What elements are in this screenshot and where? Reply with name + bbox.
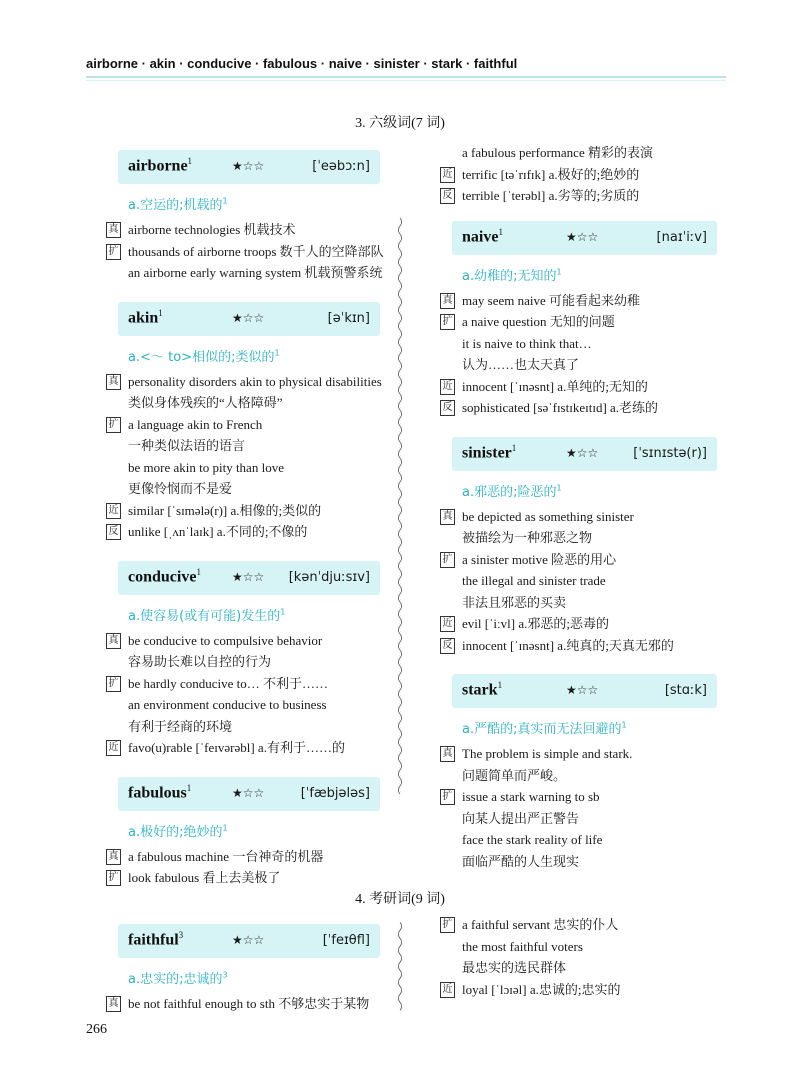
- marker-近-icon: 近: [440, 982, 455, 998]
- entry-line: [452, 957, 717, 979]
- entry-line: [108, 993, 380, 1015]
- line-text: loyal [ˈlɔɪəl] a.忠诚的;忠实的: [462, 981, 621, 997]
- marker-扩-icon: 扩: [106, 244, 121, 260]
- headword-card: [118, 150, 380, 184]
- phonetic: [ˈfeɪθfl]: [322, 933, 370, 948]
- marker-反-icon: 反: [440, 188, 455, 204]
- definition-text: a.严酷的;真实而无法回避的: [462, 722, 622, 737]
- headword-text: akin: [128, 308, 159, 326]
- line-text: the most faithful voters: [462, 938, 583, 954]
- headword-text: stark: [462, 681, 498, 699]
- marker-反-icon: 反: [106, 524, 121, 540]
- entry-line: [118, 435, 380, 457]
- line-text: innocent [ˈɪnəsnt] a.纯真的;天真无邪的: [462, 637, 674, 653]
- entry-line: [108, 371, 382, 393]
- definition-frequency: 1: [556, 483, 562, 493]
- headword-frequency: 1: [498, 226, 503, 237]
- entry-line: [118, 716, 380, 738]
- headword-frequency: 1: [196, 566, 201, 577]
- marker-真-icon: 真: [106, 996, 121, 1012]
- entry-line: [118, 694, 380, 716]
- headword-text: airborne: [128, 157, 188, 175]
- definition: [462, 718, 717, 737]
- headword-text: fabulous: [128, 783, 187, 801]
- definition-text: a.幼稚的;无知的: [462, 268, 557, 284]
- page-number: 266: [86, 1022, 107, 1037]
- headword-card: [118, 302, 380, 336]
- line-text: 容易助长难以自控的行为: [128, 654, 272, 669]
- line-text: The problem is simple and stark.: [462, 746, 633, 761]
- marker-扩-icon: 扩: [106, 870, 121, 886]
- headword-frequency: 1: [187, 156, 193, 166]
- definition-text: a.<～ to>相似的;类似的: [128, 349, 275, 365]
- entry-line: [108, 737, 380, 759]
- header-rule-thin: [86, 80, 726, 81]
- line-text: be conducive to compulsive behavior: [128, 632, 323, 648]
- definition: [128, 605, 380, 624]
- entry-line: [442, 376, 717, 398]
- headword-frequency: 3: [178, 930, 184, 940]
- section-title-2: 4. 考研词(9 词): [355, 892, 445, 907]
- entry-line: [442, 786, 717, 808]
- entry-line: [108, 673, 380, 695]
- entry-line: [118, 262, 383, 284]
- definition-frequency: 1: [274, 348, 280, 358]
- marker-真-icon: 真: [106, 222, 121, 238]
- marker-扩-icon: 扩: [440, 789, 455, 805]
- line-text: favo(u)rable [ˈfeɪvərəbl] a.有利于……的: [128, 740, 345, 755]
- phonetic: [stɑːk]: [664, 683, 707, 698]
- entry-line: [452, 829, 717, 851]
- phonetic: [kənˈdjuːsɪv]: [288, 569, 370, 585]
- rating-stars-icon: ★☆☆: [232, 569, 265, 584]
- entry-line: [118, 457, 380, 479]
- word-entry-faithful: [108, 924, 380, 1015]
- definition-text: a.忠实的;忠诚的: [128, 972, 223, 987]
- line-text: terrible [ˈterəbl] a.劣等的;劣质的: [462, 188, 640, 203]
- headword-card: [452, 437, 717, 471]
- entry-line: [442, 397, 717, 419]
- headword-frequency: 1: [186, 782, 192, 793]
- entry-line: [442, 979, 717, 1001]
- section-title: 3. 六级词(7 词): [355, 116, 445, 131]
- entry-line: [452, 765, 717, 787]
- marker-扩-icon: 扩: [440, 314, 455, 330]
- marker-反-icon: 反: [440, 638, 455, 654]
- entry-line: [108, 521, 380, 543]
- fabulous-continuation: [442, 142, 717, 207]
- marker-真-icon: 真: [440, 509, 455, 525]
- line-text: 面临严酷的人生现实: [462, 853, 580, 869]
- marker-反-icon: 反: [440, 400, 455, 416]
- definition-text: a.使容易(或有可能)发生的: [128, 608, 281, 624]
- line-text: a fabulous performance 精彩的表演: [462, 145, 653, 160]
- headword: [462, 680, 502, 699]
- entry-line: [452, 527, 717, 549]
- line-text: a faithful servant 忠实的仆人: [462, 917, 619, 932]
- line-text: a naive question 无知的问题: [462, 314, 615, 329]
- phonetic: [əˈkɪn]: [327, 310, 370, 326]
- line-text: 更像怜悯而不是爱: [128, 481, 233, 496]
- definition-frequency: 1: [621, 720, 627, 730]
- marker-真-icon: 真: [440, 746, 455, 762]
- line-text: 非法且邪恶的买卖: [462, 594, 567, 610]
- line-text: airborne technologies 机载技术: [128, 222, 296, 237]
- entry-line: [118, 392, 380, 414]
- header-rule: [86, 76, 726, 78]
- phonetic: [ˈsɪnɪstə(r)]: [633, 445, 707, 461]
- headword-text: sinister: [462, 443, 512, 461]
- entry-line: [442, 164, 717, 186]
- phonetic: [naɪˈiːv]: [656, 229, 707, 245]
- definition: [462, 265, 717, 284]
- entry-line: [108, 219, 380, 241]
- definition-text: a.极好的;绝妙的: [128, 824, 223, 840]
- entry-line: [442, 914, 717, 936]
- line-text: evil [ˈiːvl] a.邪恶的;恶毒的: [462, 616, 609, 631]
- faithful-entry: [108, 924, 380, 1033]
- marker-真-icon: 真: [106, 849, 121, 865]
- headword: [462, 227, 503, 246]
- definition-text: a.邪恶的;险恶的: [462, 484, 557, 500]
- entry-line: [442, 635, 717, 657]
- definition-frequency: 1: [556, 267, 562, 277]
- definition: [128, 194, 380, 213]
- column-divider: [396, 146, 404, 866]
- entry-line: [452, 333, 717, 355]
- marker-真-icon: 真: [106, 374, 121, 390]
- entry-line: [442, 185, 717, 207]
- running-header: airborne · akin · conducive · fabulous · naive · sinister · stark · faithful: [86, 56, 518, 71]
- marker-扩-icon: 扩: [440, 552, 455, 568]
- definition-frequency: 1: [280, 607, 286, 617]
- entry-line: [442, 613, 717, 635]
- rating-stars-icon: ★☆☆: [232, 785, 265, 800]
- phonetic: [ˈeəbɔːn]: [312, 159, 370, 174]
- word-entry-stark: [442, 674, 717, 872]
- entry-line: [452, 936, 717, 958]
- line-text: face the stark reality of life: [462, 832, 603, 847]
- definition-frequency: 3: [222, 970, 228, 980]
- word-entry-naive: [442, 221, 717, 419]
- line-text: a language akin to French: [128, 416, 263, 432]
- headword: [128, 930, 183, 949]
- phonetic: [ˈfæbjələs]: [300, 785, 370, 801]
- faithful-continuation: [442, 914, 717, 1000]
- line-text: be hardly conducive to… 不利于……: [128, 675, 329, 691]
- definition: [128, 346, 380, 365]
- headword: [128, 308, 163, 327]
- line-text: sophisticated [səˈfɪstɪkeɪtɪd] a.老练的: [462, 400, 659, 415]
- marker-扩-icon: 扩: [106, 676, 121, 692]
- line-text: terrific [təˈrɪfɪk] a.极好的;绝妙的: [462, 166, 640, 182]
- entry-line: [442, 549, 717, 571]
- headword-frequency: 1: [497, 680, 503, 690]
- entry-line: [108, 500, 380, 522]
- entry-line: [442, 506, 717, 528]
- rating-stars-icon: ★☆☆: [232, 310, 265, 325]
- entry-line: [108, 846, 380, 868]
- rating-stars-icon: ★☆☆: [232, 933, 265, 947]
- line-text: 被描绘为一种邪恶之物: [462, 530, 593, 545]
- marker-近-icon: 近: [106, 740, 121, 756]
- line-text: an airborne early warning system 机载预警系统: [128, 265, 383, 280]
- headword-card: [452, 221, 717, 255]
- marker-扩-icon: 扩: [106, 417, 121, 433]
- word-entry-airborne: [108, 150, 384, 284]
- entry-line: [108, 867, 380, 889]
- word-entry-fabulous: [108, 777, 380, 889]
- line-text: be more akin to pity than love: [128, 459, 284, 475]
- line-text: it is naive to think that…: [462, 335, 592, 351]
- entry-line: [452, 570, 717, 592]
- rating-stars-icon: ★☆☆: [566, 229, 599, 244]
- headword: [128, 783, 191, 802]
- right-column: [442, 142, 717, 890]
- headword: [128, 156, 192, 175]
- definition: [128, 968, 380, 987]
- entry-line: [452, 142, 717, 164]
- entry-line: [452, 851, 717, 873]
- headword-frequency: 1: [158, 307, 163, 318]
- entry-line: [108, 630, 380, 652]
- line-text: look fabulous 看上去美极了: [128, 870, 281, 885]
- definition: [462, 481, 717, 500]
- line-text: 向某人提出严正警告: [462, 810, 580, 826]
- line-text: thousands of airborne troops 数千人的空降部队: [128, 243, 384, 259]
- line-text: 一种类似法语的语言: [128, 438, 246, 453]
- line-text: an environment conducive to business: [128, 697, 327, 712]
- entry-line: [108, 241, 384, 263]
- marker-近-icon: 近: [440, 167, 455, 183]
- line-text: 问题简单而严峻。: [462, 767, 567, 783]
- line-text: be not faithful enough to sth 不够忠实于某物: [128, 996, 370, 1011]
- marker-近-icon: 近: [106, 503, 121, 519]
- definition: [128, 821, 380, 840]
- word-entry-conducive: [108, 561, 380, 759]
- word-entry-sinister: [442, 437, 717, 657]
- column-divider-2: [396, 912, 404, 1014]
- entry-line: [108, 414, 380, 436]
- headword-text: conducive: [128, 567, 197, 585]
- line-text: be depicted as something sinister: [462, 508, 634, 524]
- line-text: may seem naive 可能看起来幼稚: [462, 292, 640, 308]
- line-text: 类似身体残疾的“人格障碍”: [128, 395, 283, 410]
- entry-line: [452, 354, 717, 376]
- entry-line: [452, 808, 717, 830]
- entry-line: [452, 592, 717, 614]
- line-text: innocent [ˈɪnəsnt] a.单纯的;无知的: [462, 378, 648, 394]
- headword-frequency: 1: [511, 442, 517, 453]
- entry-line: [118, 478, 380, 500]
- marker-近-icon: 近: [440, 616, 455, 632]
- line-text: a sinister motive 险恶的用心: [462, 551, 617, 567]
- line-text: similar [ˈsɪmələ(r)] a.相像的;类似的: [128, 502, 322, 518]
- headword-card: [118, 777, 380, 811]
- marker-扩-icon: 扩: [440, 917, 455, 933]
- entry-line: [442, 311, 717, 333]
- headword-text: naive: [462, 227, 499, 245]
- definition-frequency: 1: [222, 196, 228, 206]
- headword-card: [452, 674, 717, 708]
- headword: [128, 567, 201, 586]
- left-column: [108, 150, 384, 889]
- line-text: 认为……也太天真了: [462, 357, 580, 372]
- line-text: 最忠实的选民群体: [462, 960, 567, 975]
- headword-card: [118, 561, 380, 595]
- definition-frequency: 1: [222, 823, 228, 833]
- marker-近-icon: 近: [440, 379, 455, 395]
- headword: [462, 443, 516, 462]
- headword-card: [118, 924, 380, 958]
- line-text: the illegal and sinister trade: [462, 573, 606, 588]
- rating-stars-icon: ★☆☆: [566, 445, 599, 460]
- line-text: issue a stark warning to sb: [462, 789, 600, 804]
- line-text: personality disorders akin to physical disabilities: [128, 373, 382, 389]
- rating-stars-icon: ★☆☆: [566, 683, 599, 697]
- line-text: a fabulous machine 一台神奇的机器: [128, 848, 324, 864]
- entry-line: [118, 651, 380, 673]
- marker-真-icon: 真: [440, 293, 455, 309]
- line-text: 有利于经商的环境: [128, 718, 233, 734]
- entry-line: [442, 743, 717, 765]
- word-entry-akin: [108, 302, 382, 543]
- definition-text: a.空运的;机载的: [128, 198, 223, 213]
- line-text: unlike [ˌʌnˈlaɪk] a.不同的;不像的: [128, 524, 308, 539]
- marker-真-icon: 真: [106, 633, 121, 649]
- rating-stars-icon: ★☆☆: [232, 159, 265, 173]
- headword-text: faithful: [128, 931, 179, 949]
- entry-line: [442, 290, 717, 312]
